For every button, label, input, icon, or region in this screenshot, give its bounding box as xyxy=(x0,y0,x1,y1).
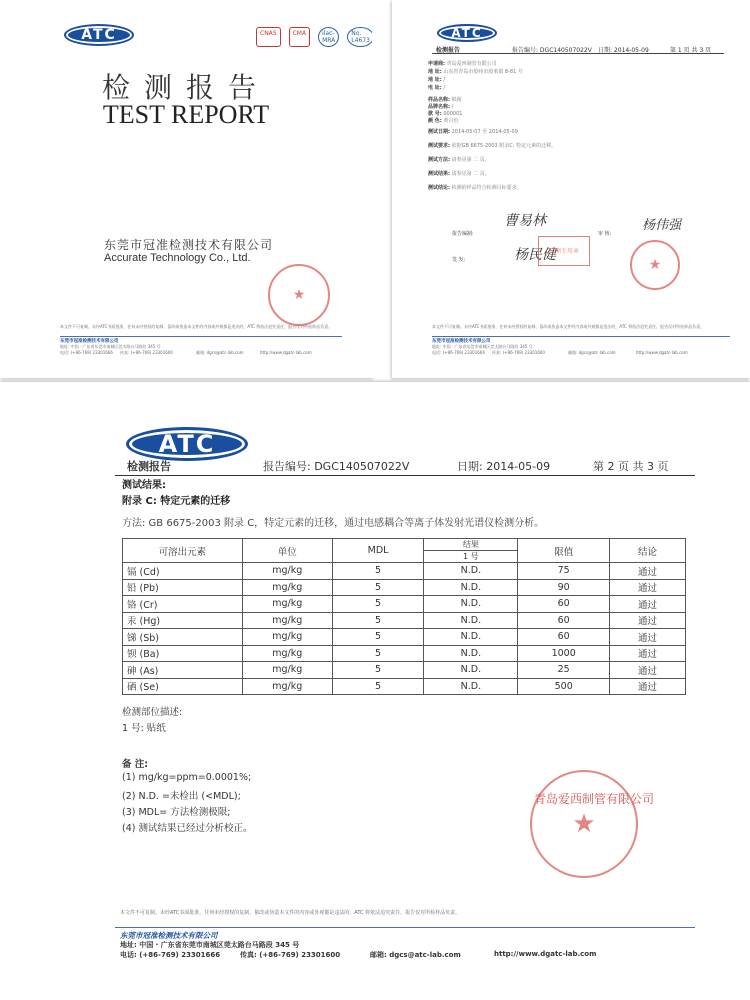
footer-rule xyxy=(115,927,695,928)
cma-mark: CMA xyxy=(289,27,310,47)
footer-web: http://www.dgatc-lab.com xyxy=(636,350,688,355)
table-row: 铅 (Pb) mg/kg 5 N.D. 90 通过 xyxy=(123,579,686,596)
report-date: 日期: 2014-05-09 xyxy=(457,460,551,473)
ilac-mark: ilac-MRA xyxy=(318,27,339,47)
report-number: 报告编号: DGC140507022V xyxy=(512,47,592,54)
signature-1: 曹易林 xyxy=(504,213,546,229)
red-seal xyxy=(630,240,680,290)
cover-title-cn: 检测报告 xyxy=(101,71,270,104)
signature-3: 杨民健 xyxy=(514,247,556,263)
table-row: 铬 (Cr) mg/kg 5 N.D. 60 通过 xyxy=(123,596,686,613)
footer-company: 东莞市冠准检测技术有限公司 xyxy=(60,339,119,344)
inspection-stamp: 检测专用章 xyxy=(538,236,590,266)
star-icon: ★ xyxy=(292,287,306,303)
header-rule xyxy=(432,53,724,54)
field-test-requirement: 测试要求: 依据GB 6675-2003 附录C: 特定元素的迁移。 xyxy=(428,143,557,149)
footer-fax: 传真: (+86-769) 23301600 xyxy=(120,350,173,355)
atc-logo: ATC xyxy=(126,427,248,461)
table-row: 锑 (Sb) mg/kg 5 N.D. 60 通过 xyxy=(123,629,686,646)
field-address: 地 址: 山东省青岛市胶州市胶莱镇 8-81 号 xyxy=(428,69,523,75)
note-1: (1) mg/kg=ppm=0.0001%; xyxy=(122,772,252,783)
header-rule xyxy=(115,475,695,476)
page-number: 第 2 页 共 3 页 xyxy=(593,460,669,473)
page-header xyxy=(127,458,690,474)
field-brand: 品牌名称: / xyxy=(428,104,454,110)
results-heading: 测试结果: xyxy=(122,480,166,491)
footer-disclaimer: 本文件不可复制。未经ATC书面批准，任何未经授权的复制、篡改或伪造本文件的内容或外观都是违法的，ATC 将依法追究责任，报告仅对所检样品负责。 xyxy=(60,324,333,329)
footer-address: 地址: 中国 · 广东省东莞市南城区莞太路台马路段 345 号 xyxy=(432,344,533,349)
cover-page xyxy=(0,0,372,378)
appendix-title: 附录 C: 特定元素的迁移 xyxy=(122,496,231,507)
table-row: 硒 (Se) mg/kg 5 N.D. 500 通过 xyxy=(123,678,686,695)
atc-logo: ATC xyxy=(437,24,497,42)
col-unit: 单位 xyxy=(242,539,332,563)
footer-email: 邮箱: dgcs@atc-lab.com xyxy=(370,951,461,959)
field-applicant: 申请商: 青岛爱西制管有限公司 xyxy=(428,61,497,67)
notes-heading: 备 注: xyxy=(122,759,149,770)
footer-address: 地址: 中国 · 广东省东莞市南城区莞太路台马路段 345 号 xyxy=(120,941,300,949)
footer-web: http://www.dgatc-lab.com xyxy=(494,950,597,958)
col-limit: 限值 xyxy=(518,539,610,563)
col-sample-1: 1 号 xyxy=(424,551,518,563)
field-test-conclusion: 测试结论: 检测的样品符合检测目标要求。 xyxy=(428,185,522,191)
note-3: (3) MDL= 方法检测极限; xyxy=(122,807,231,818)
footer-company: 东莞市冠准检测技术有限公司 xyxy=(120,931,218,940)
footer-fax: 传真: (+86-769) 23301600 xyxy=(240,951,341,959)
footer-rule xyxy=(60,336,342,337)
results-table xyxy=(122,538,686,695)
report-page-2 xyxy=(0,382,750,1000)
col-conclusion: 结论 xyxy=(610,539,686,563)
field-test-result: 测试结果: 请参见第 二 页。 xyxy=(428,171,490,177)
field-test-method: 测试方法: 请参见第 二 页。 xyxy=(428,157,490,163)
approve-label: 签 发: xyxy=(452,257,466,263)
field-address-3: 电 址: / xyxy=(428,85,446,91)
company-name-cn: 东莞市冠准检测技术有限公司 xyxy=(104,238,274,252)
footer-disclaimer: 本文件不可复制。未经ATC书面批准，任何未经授权的复制、篡改或伪造本文件的内容或外观都是违法的，ATC 将依法追究责任，报告仅对所检样品负责。 xyxy=(120,910,461,916)
report-number: 报告编号: DGC140507022V xyxy=(263,460,410,473)
field-sample-name: 样品名称: 纸箱 xyxy=(428,97,462,103)
star-icon: ★ xyxy=(648,257,662,273)
table-row: 汞 (Hg) mg/kg 5 N.D. 60 通过 xyxy=(123,612,686,629)
page-label: 检测报告 xyxy=(127,460,171,473)
report-by-label: 报告编制: xyxy=(452,231,474,237)
footer-fax: 传真: (+86-769) 23301600 xyxy=(492,350,545,355)
field-color: 颜 色: 黄白色 xyxy=(428,118,459,124)
footer-email: 邮箱: dgcs@atc-lab.com xyxy=(196,350,244,355)
red-seal xyxy=(268,264,330,326)
table-row: 砷 (As) mg/kg 5 N.D. 25 通过 xyxy=(123,662,686,679)
note-2: (2) N.D. =未检出 (<MDL); xyxy=(122,791,241,802)
company-name-en: Accurate Technology Co., Ltd. xyxy=(104,252,251,264)
col-result: 结果 xyxy=(424,539,518,551)
footer-email: 邮箱: dgcs@atc-lab.com xyxy=(568,350,616,355)
method-text: 方法: GB 6675-2003 附录 C，特定元素的迁移，通过电感耦合等离子体发射光谱仪检测分析。 xyxy=(122,518,545,529)
review-label: 审 核: xyxy=(598,231,612,237)
accreditation-marks xyxy=(256,27,372,47)
page-label: 检测报告 xyxy=(436,47,461,54)
note-4: (4) 测试结果已经过分析校正。 xyxy=(122,823,253,834)
footer-tel: 电话: (+86-769) 23301666 xyxy=(60,350,113,355)
cnas-mark: CNAS xyxy=(256,27,281,47)
report-page-1 xyxy=(392,0,750,378)
footer-web: http://www.dgatc-lab.com xyxy=(260,350,312,355)
col-element: 可溶出元素 xyxy=(123,539,243,563)
signature-2: 杨伟强 xyxy=(642,218,682,233)
footer-company: 东莞市冠准检测技术有限公司 xyxy=(432,339,491,344)
footer-tel: 电话: (+86-769) 23301666 xyxy=(432,350,485,355)
star-icon: ★ xyxy=(572,809,596,839)
field-test-date: 测试日期: 2014-05-07 至 2014-05-09 xyxy=(428,129,518,135)
part-description-item: 1 号: 贴纸 xyxy=(122,723,166,734)
footer-tel: 电话: (+86-769) 23301666 xyxy=(120,951,221,959)
table-row: 钡 (Ba) mg/kg 5 N.D. 1000 通过 xyxy=(123,645,686,662)
field-address-2: 地 址: / xyxy=(428,77,446,83)
col-mdl: MDL xyxy=(332,539,424,563)
atc-logo: ATC xyxy=(64,24,134,46)
page-gap xyxy=(372,0,392,378)
report-date: 日期: 2014-05-09 xyxy=(598,47,649,54)
footer-disclaimer: 本文件不可复制。未经ATC书面批准，任何未经授权的复制、篡改或伪造本文件的内容或外观都是违法的，ATC 将依法追究责任，报告仅对所检样品负责。 xyxy=(432,324,705,329)
footer-address: 地址: 中国 · 广东省东莞市南城区莞太路台马路段 345 号 xyxy=(60,344,161,349)
lab-number-mark: No. L4673 xyxy=(347,27,372,47)
footer-rule xyxy=(432,336,730,337)
table-row: 镉 (Cd) mg/kg 5 N.D. 75 通过 xyxy=(123,563,686,580)
seal-text: 青岛爱西制管有限公司 xyxy=(534,792,655,806)
page-number: 第 1 页 共 3 页 xyxy=(670,47,712,54)
cover-title-en: TEST REPORT xyxy=(102,100,270,129)
company-seal xyxy=(530,770,638,878)
part-description-label: 检测部位描述: xyxy=(122,707,183,718)
field-style-no: 款 号: 000001 xyxy=(428,111,463,117)
